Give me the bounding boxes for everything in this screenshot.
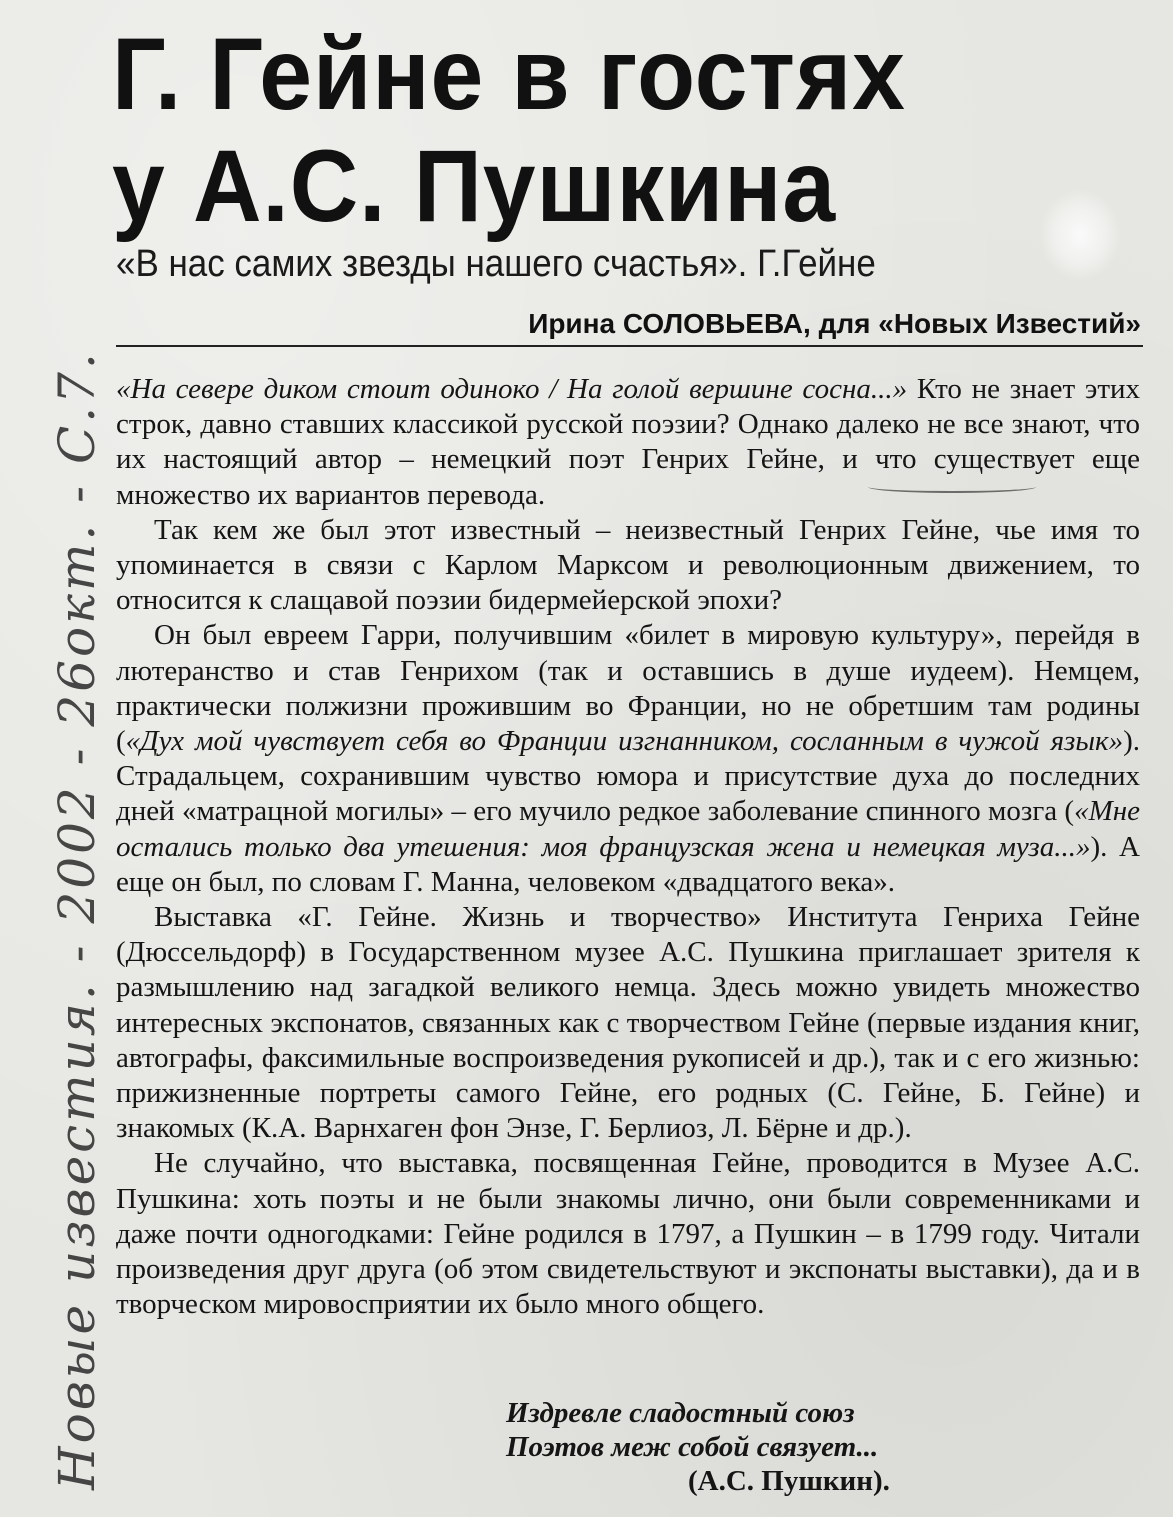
paragraph-2: Так кем же был этот известный – неизвестный Генрих Гейне, чье имя то упоминается в связи с Карлом Марксом и революционным движением, то относится к слащавой поэзии бидермейерской эпохи? [116,513,1140,617]
epigraph: «В нас самих звезды нашего счастья». Г.Гейне [116,243,876,285]
pen-underline-mark [868,481,1036,493]
verse-author: (А.С. Пушкин). [688,1465,890,1497]
verse-line-2: Поэтов меж собой связует... [506,1431,879,1463]
handwritten-source-note: Новые известия. - 2002 - 26окт. - С.7. [48,350,106,1490]
heine-quote-consolation: «Мне остались только два утешения: моя французская жена и немецкая муза...» [116,795,1140,863]
verse-line-1: Издревле сладостный союз [506,1397,855,1429]
article-headline [112,18,949,242]
closing-verse [506,1396,926,1498]
heine-quote-france: «Дух мой чувствует себя во Франции изгнанником, сосланным в чужой язык» [125,725,1124,758]
headline-line-2: у А.С. Пушкина [112,129,837,243]
byline-divider [116,345,1143,347]
poem-quote: «На севере диком стоит одиноко / На голой вершине сосна...» [116,373,908,405]
paragraph-3-part-c: ). А еще он был, по словам Г. Манна, человеком «двадцатого века». [116,830,1140,898]
author-byline: Ирина СОЛОВЬЕВА, для «Новых Известий» [528,308,1141,339]
paragraph-3 [116,618,1140,900]
paper-tear-mark [1040,190,1120,280]
article-body [116,372,1140,1322]
paragraph-5: Не случайно, что выставка, посвященная Гейне, проводится в Музее А.С. Пушкина: хоть поэты и не были знакомы лично, они были современниками и даже почти одногодками: Гейне родился в 1797, а Пушкин – в 1799 году. Читали произведения друг друга (об этом свидетельствуют и экспонаты выставки), да и в творческом мировосприятии их было много общего. [116,1147,1140,1321]
headline-line-1: Г. Гейне в гостях [112,17,906,131]
paragraph-3-part-a: Он был евреем Гарри, получившим «билет в мировую культуру», перейдя в лютеранство и став Генрихом (так и оставшись в душе иудеем). Немцем, практически полжизни прожившим во Франции, но не обретшим там родины ( [116,619,1140,758]
paragraph-3-part-b: ). Страдальцем, сохранившим чувство юмора и присутствие духа до последних дней «матрацной могилы» – его мучило редкое заболевание спинного мозга ( [116,725,1140,828]
paragraph-4: Выставка «Г. Гейне. Жизнь и творчество» Института Генриха Гейне (Дюссельдорф) в Государственном музее А.С. Пушкина приглашает зрителя к размышлению над загадкой великого немца. Здесь можно увидеть множество интересных экспонатов, связанных как с творчеством Гейне (первые издания книг, автографы, факсимильные воспроизведения рукописей и др.), так и с его жизнью: прижизненные портреты самого Гейне, его родных (С. Гейне, Б. Гейне) и знакомых (К.А. Варнхаген фон Энзе, Г. Берлиоз, Л. Бёрне и др.). [116,901,1140,1145]
paragraph-1-text: Кто не знает этих строк, давно ставших классикой русской поэзии? Однако далеко не все знают, что их настоящий автор – немецкий поэт Генрих Гейне, и что существует еще множество их вариантов перевода. [116,373,1141,511]
